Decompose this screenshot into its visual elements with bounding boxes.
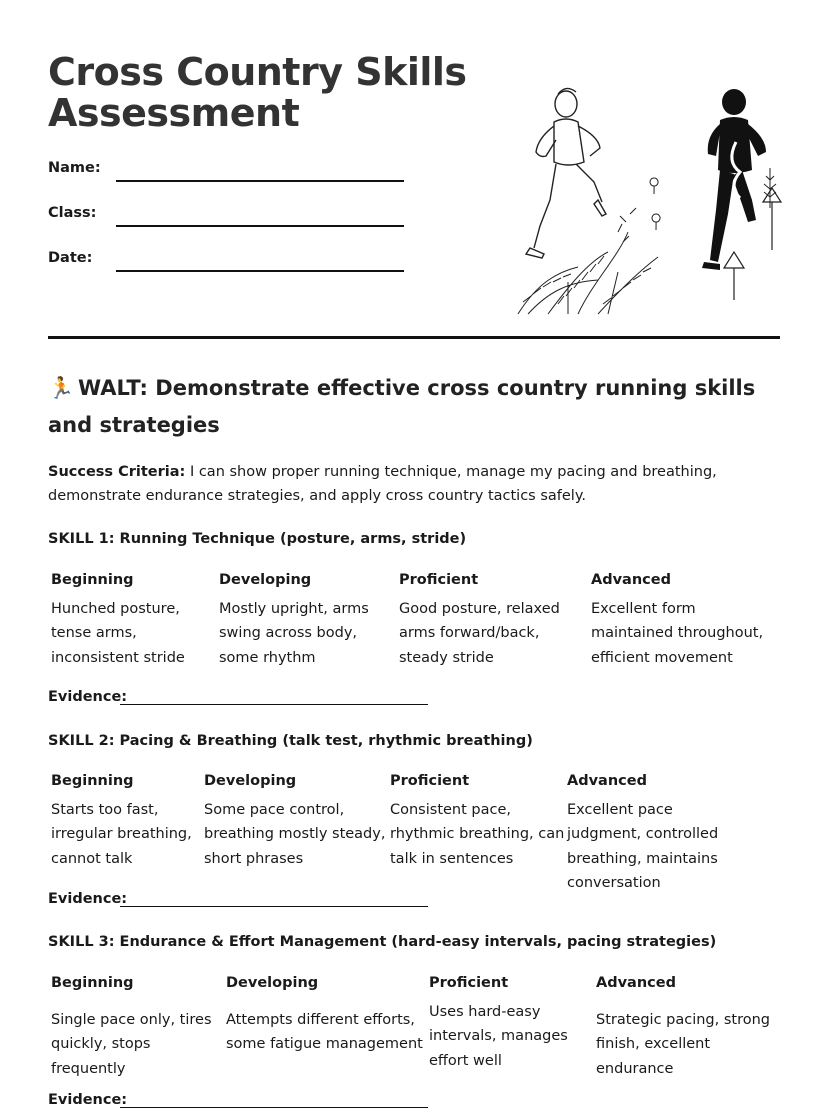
level-desc: Starts too fast, irregular breathing, cannot talk xyxy=(51,801,192,867)
map-pin-icon xyxy=(650,178,660,230)
level-desc: Mostly upright, arms swing across body, some rhythm xyxy=(219,600,369,666)
skill-3-heading: SKILL 3: Endurance & Effort Management (hard-easy intervals, pacing strategies) xyxy=(48,934,717,950)
success-criteria xyxy=(48,460,788,508)
fern-bush-icon xyxy=(518,208,658,314)
level-desc: Strategic pacing, strong finish, excellent endurance xyxy=(596,1011,771,1077)
skill-3-evidence-field[interactable] xyxy=(120,1107,428,1108)
walt-heading xyxy=(48,370,788,444)
level-name: Proficient xyxy=(390,773,470,789)
rubric-column xyxy=(429,971,579,1073)
date-label: Date: xyxy=(48,250,93,266)
level-desc: Hunched posture, tense arms, inconsistent stride xyxy=(51,600,185,666)
level-name: Developing xyxy=(219,572,312,588)
level-name: Advanced xyxy=(591,572,671,588)
skill-1-rubric xyxy=(48,568,788,668)
success-criteria-text: I can show proper running technique, manage my pacing and breathing, demonstrate endurance strategies, and apply cross country tactics safely. xyxy=(48,464,717,504)
skill-1-evidence-label: Evidence: xyxy=(48,689,128,705)
class-label: Class: xyxy=(48,205,97,221)
level-desc: Single pace only, tires quickly, stops frequently xyxy=(51,1011,212,1077)
runners-illustration xyxy=(508,82,788,322)
skill-2-evidence-label: Evidence: xyxy=(48,891,128,907)
skill-2-evidence-field[interactable] xyxy=(120,906,428,907)
skill-2-heading: SKILL 2: Pacing & Breathing (talk test, rhythmic breathing) xyxy=(48,733,533,749)
walt-text: WALT: Demonstrate effective cross country running skills and strategies xyxy=(48,376,756,437)
skill-2-rubric xyxy=(48,769,788,891)
date-field[interactable] xyxy=(116,270,404,272)
title-line-2: Assessment xyxy=(48,91,300,135)
level-name: Developing xyxy=(204,773,297,789)
title-line-1: Cross Country Skills xyxy=(48,50,467,94)
rubric-column xyxy=(51,568,219,670)
rubric-column xyxy=(399,568,589,670)
rubric-column xyxy=(226,971,426,1057)
success-criteria-label: Success Criteria: xyxy=(48,464,186,480)
level-name: Developing xyxy=(226,975,319,991)
page-title xyxy=(48,52,467,134)
rubric-column xyxy=(591,568,781,670)
name-label: Name: xyxy=(48,160,101,176)
level-desc: Some pace control, breathing mostly steady, short phrases xyxy=(204,801,386,867)
level-name: Beginning xyxy=(51,572,134,588)
rubric-column xyxy=(219,568,399,670)
level-desc: Consistent pace, rhythmic breathing, can talk in sentences xyxy=(390,801,565,867)
skill-3-evidence-label: Evidence: xyxy=(48,1092,128,1108)
level-name: Advanced xyxy=(596,975,676,991)
runner-outline-icon xyxy=(526,88,606,258)
rubric-column xyxy=(567,769,747,896)
rubric-column xyxy=(596,971,786,1081)
skill-1-heading: SKILL 1: Running Technique (posture, arms, stride) xyxy=(48,531,467,547)
rubric-column xyxy=(204,769,390,871)
level-name: Beginning xyxy=(51,975,134,991)
level-desc: Attempts different efforts, some fatigue management xyxy=(226,1011,423,1052)
class-field[interactable] xyxy=(116,225,404,227)
level-name: Advanced xyxy=(567,773,647,789)
skill-3-rubric xyxy=(48,971,788,1077)
name-field[interactable] xyxy=(116,180,404,182)
level-desc: Excellent pace judgment, controlled breathing, maintains conversation xyxy=(567,801,719,891)
runner-emoji-icon: 🏃 xyxy=(48,376,75,400)
level-name: Proficient xyxy=(429,975,509,991)
level-name: Proficient xyxy=(399,572,479,588)
level-desc: Excellent form maintained throughout, efficient movement xyxy=(591,600,764,666)
rubric-column xyxy=(51,971,226,1081)
level-desc: Uses hard-easy intervals, manages effort well xyxy=(429,1003,568,1069)
skill-1-evidence-field[interactable] xyxy=(120,704,428,705)
level-name: Beginning xyxy=(51,773,134,789)
rubric-column xyxy=(390,769,566,871)
level-desc: Good posture, relaxed arms forward/back, steady stride xyxy=(399,600,560,666)
rubric-column xyxy=(51,769,204,871)
section-divider xyxy=(48,336,780,339)
